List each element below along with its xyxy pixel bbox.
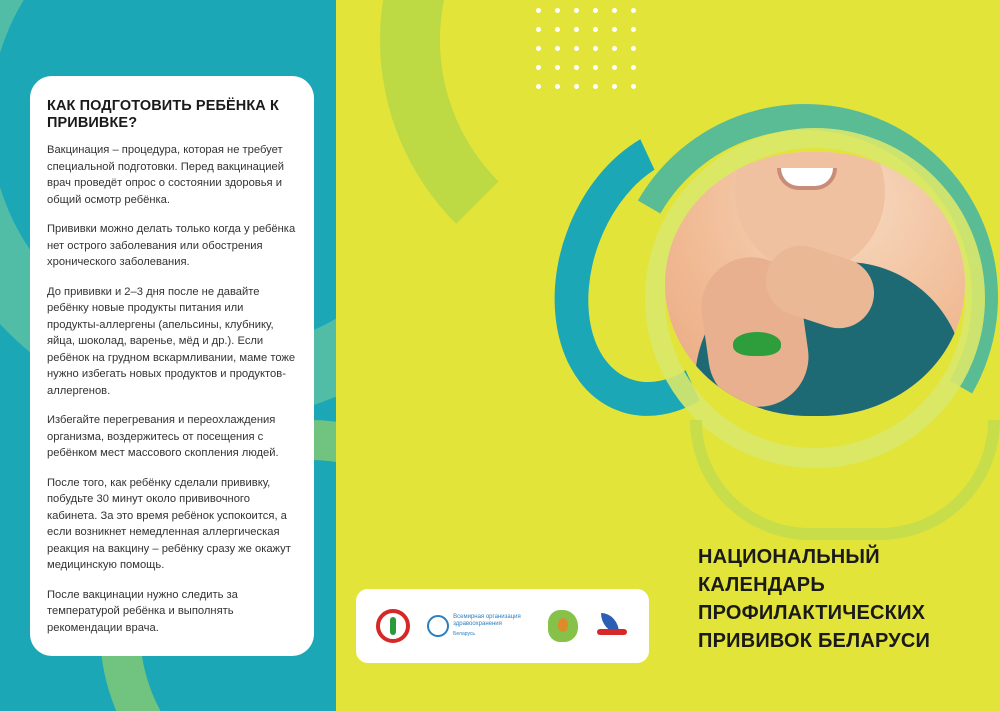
who-emblem-icon <box>427 615 449 637</box>
child-photo <box>665 152 965 416</box>
who-logo <box>427 614 531 638</box>
card-paragraph: Прививки можно делать только когда у ребёнка нет острого заболевания или обострения хронического заболевания. <box>47 223 296 268</box>
medical-emblem-icon <box>376 609 410 643</box>
card-paragraph: До прививки и 2–3 дня после не давайте ребёнку новые продукты питания или продукты-аллергены (апельсины, клубнику, яйца, шоколад, варенье, мёд и др.). Если ребёнок на грудном вскармливании, маме тоже нужно избегать новых продуктов и продуктов-аллергенов. <box>47 285 296 397</box>
card-paragraph: Избегайте перегревания и переохлаждения организма, воздержитесь от посещения с ребёнком мест массового скопления людей. <box>47 414 279 459</box>
decorative-dot <box>612 65 617 70</box>
decorative-dot <box>593 8 598 13</box>
card-paragraph: После вакцинации нужно следить за температурой ребёнка и выполнять рекомендации врача. <box>47 588 238 634</box>
decorative-dot <box>593 46 598 51</box>
decorative-dot <box>593 65 598 70</box>
decorative-dot <box>574 65 579 70</box>
decorative-dot <box>536 65 541 70</box>
decorative-dot <box>555 65 560 70</box>
decorative-dot <box>536 84 541 89</box>
decorative-dot <box>631 84 636 89</box>
decorative-dot <box>536 46 541 51</box>
page-title: НАЦИОНАЛЬНЫЙ КАЛЕНДАРЬ ПРОФИЛАКТИЧЕСКИХ ПРИВИВОК БЕЛАРУСИ <box>698 546 931 652</box>
bird-logo-icon <box>595 611 629 641</box>
decorative-dot <box>631 46 636 51</box>
decorative-dot <box>536 27 541 32</box>
decorative-dot <box>631 65 636 70</box>
decorative-dot <box>555 84 560 89</box>
who-region: Беларусь <box>453 631 475 637</box>
card-heading: КАК ПОДГОТОВИТЬ РЕБЁНКА К ПРИВИВКЕ? <box>47 98 279 131</box>
decorative-dot <box>536 8 541 13</box>
decorative-dot <box>612 46 617 51</box>
decorative-dot <box>574 27 579 32</box>
info-card <box>30 76 314 656</box>
decorative-dot <box>631 8 636 13</box>
who-name: Всемирная организация здравоохранения <box>453 614 521 627</box>
decorative-dot <box>593 84 598 89</box>
decorative-dot <box>574 46 579 51</box>
decorative-dot <box>612 27 617 32</box>
card-paragraph: После того, как ребёнку сделали прививку, побудьте 30 минут около прививочного кабинета. За это время ребёнок успокоится, а если возникнет немедленная аллергическая реакция на вакцину – ребёнку сразу же окажут медицинскую помощь. <box>47 476 291 571</box>
decorative-dot <box>555 27 560 32</box>
decorative-dot <box>555 8 560 13</box>
card-paragraph: Вакцинация – процедура, которая не требует специальной подготовки. Перед вакцинацией врач проведёт опрос о состоянии здоровья и общий осмотр ребёнка. <box>47 144 284 206</box>
turtle-plaster-icon <box>733 332 781 356</box>
decorative-dots <box>536 8 640 96</box>
decorative-dot <box>631 27 636 32</box>
decorative-dot <box>574 84 579 89</box>
decorative-dot <box>593 27 598 32</box>
decorative-dot <box>612 84 617 89</box>
partner-logos <box>356 589 649 663</box>
belarus-map-icon <box>548 610 578 642</box>
decorative-dot <box>612 8 617 13</box>
decorative-dot <box>574 8 579 13</box>
decorative-dot <box>555 46 560 51</box>
